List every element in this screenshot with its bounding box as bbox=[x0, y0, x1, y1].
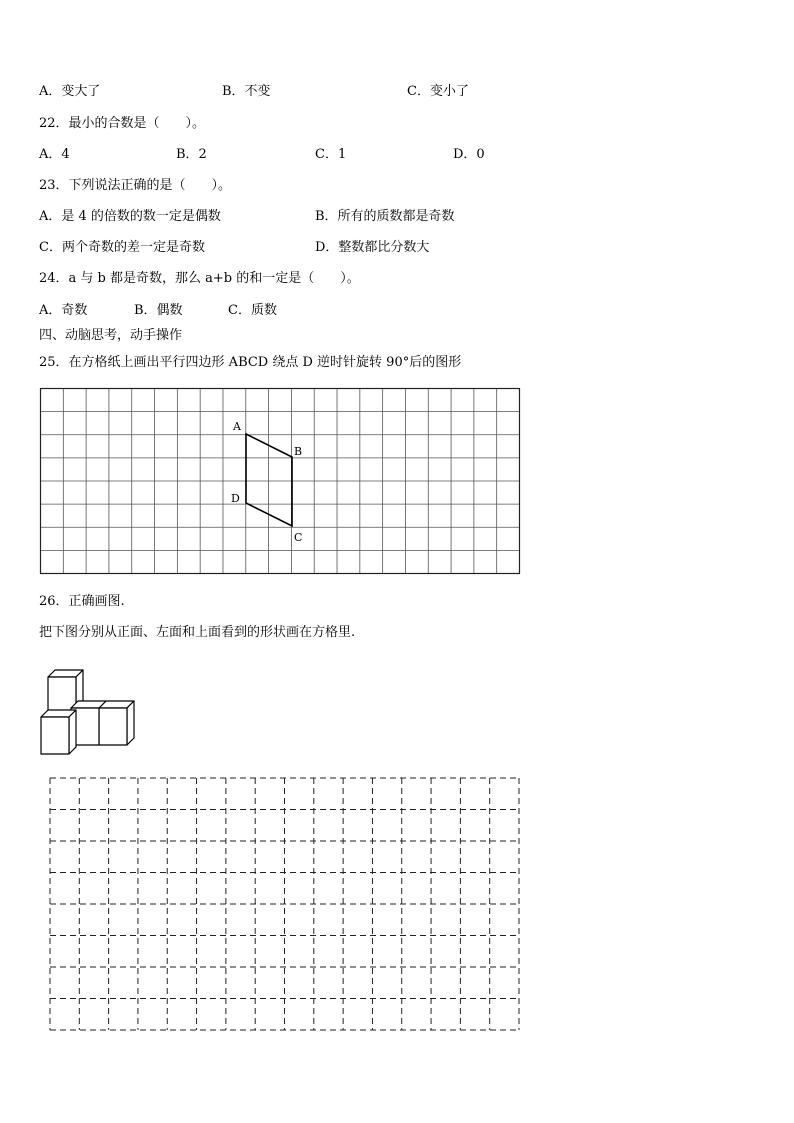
q26-instruction: 把下图分别从正面、左面和上面看到的形状画在方格里. bbox=[39, 625, 356, 640]
q22-stem: 22．最小的合数是（ ）。 bbox=[39, 116, 206, 131]
q21-option-b: B．不变 bbox=[222, 84, 271, 99]
q21-option-c: C．变小了 bbox=[407, 84, 469, 99]
q24-stem: 24．a 与 b 都是奇数，那么 a+b 的和一定是（ ）。 bbox=[39, 271, 360, 286]
q25-stem: 25．在方格纸上画出平行四边形 ABCD 绕点 D 逆时针旋转 90°后的图形 bbox=[39, 355, 462, 370]
q22-option-b: B．2 bbox=[176, 147, 207, 162]
label-d: D bbox=[231, 492, 240, 505]
q23-option-b: B．所有的质数都是奇数 bbox=[315, 209, 455, 224]
q23-option-c: C．两个奇数的差一定是奇数 bbox=[39, 240, 205, 255]
q24-option-c: C．质数 bbox=[228, 303, 277, 318]
label-a: A bbox=[233, 420, 241, 433]
q23-option-d: D．整数都比分数大 bbox=[315, 240, 430, 255]
q23-stem: 23．下列说法正确的是（ ）。 bbox=[39, 178, 232, 193]
label-b: B bbox=[294, 445, 303, 458]
q24-option-a: A．奇数 bbox=[39, 303, 88, 318]
q22-option-a: A．4 bbox=[39, 147, 70, 162]
q21-option-a: A．变大了 bbox=[39, 84, 101, 99]
q22-option-d: D．0 bbox=[453, 147, 485, 162]
q26-stem: 26．正确画图. bbox=[39, 594, 125, 609]
q22-option-c: C．1 bbox=[315, 147, 347, 162]
label-c: C bbox=[294, 531, 303, 544]
q24-option-b: B．偶数 bbox=[134, 303, 183, 318]
section-title: 四、动脑思考，动手操作 bbox=[39, 328, 183, 343]
q23-option-a: A．是 4 的倍数的数一定是偶数 bbox=[39, 209, 221, 224]
